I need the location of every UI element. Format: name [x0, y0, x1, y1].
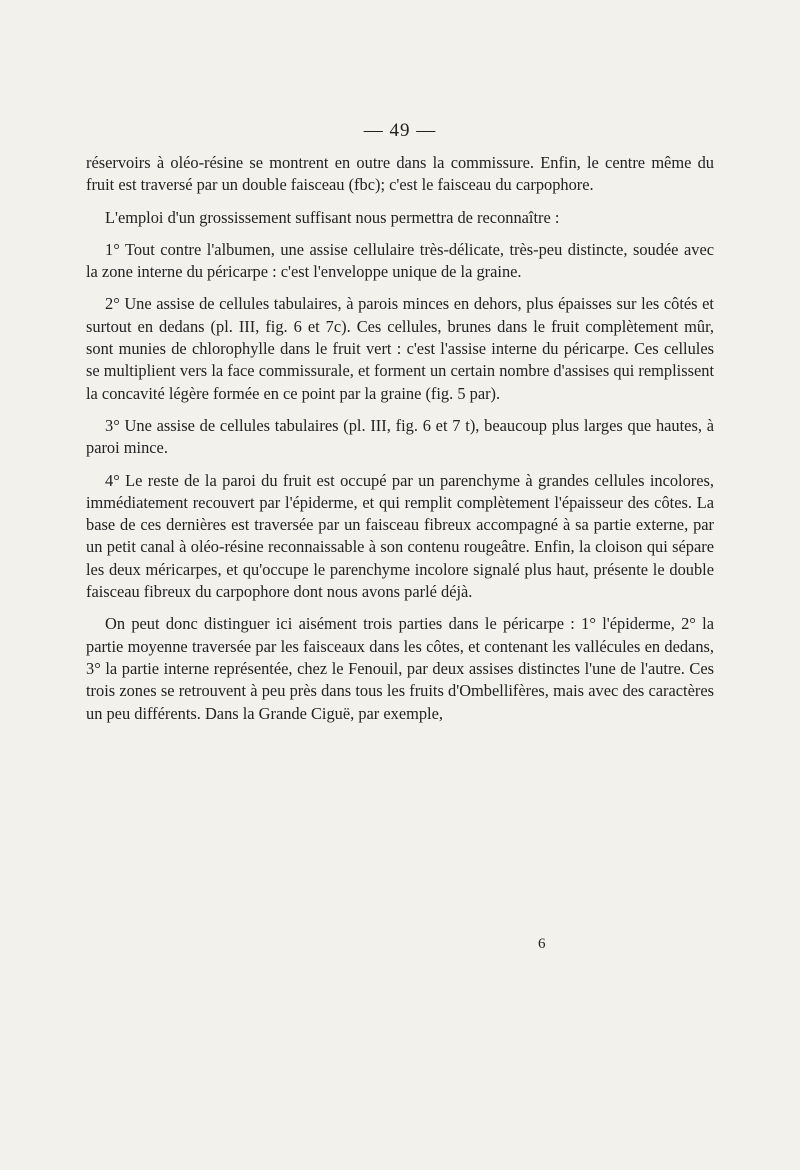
paragraph: 1° Tout contre l'albumen, une assise cellulaire très-délicate, très-peu distincte, soudée avec la zone interne du péricarpe : c'est l'enveloppe unique de la graine.	[86, 239, 714, 282]
paragraph: 4° Le reste de la paroi du fruit est occupé par un parenchyme à grandes cellules incolores, immédiatement recouvert par l'épiderme, et qui remplit complètement l'épaisseur des côtes. La base de ces dernières est traversée par un faisceau fibreux accompagné à sa partie externe, par un petit canal à oléo-résine reconnaissable à son contenu rougeâtre. Enfin, la cloison qui sépare les deux méricarpes, et qu'occupe le parenchyme incolore signalé plus haut, présente le double faisceau fibreux du carpophore dont nous avons parlé déjà.	[86, 470, 714, 602]
page-number: — 49 —	[363, 120, 437, 141]
paragraph: L'emploi d'un grossissement suffisant nous permettra de reconnaître :	[105, 207, 560, 227]
paragraph: On peut donc distinguer ici aisément trois parties dans le péricarpe : 1° l'épiderme, 2° la partie moyenne traversée par les faisceaux dans les côtes, et contenant les vallécules en dedans, 3° la partie interne représentée, chez le Fenouil, par deux assises distinctes l'une de l'autre. Ces trois zones se retrouvent à peu près dans tous les fruits d'Ombellifères, mais avec des caractères un peu différents. Dans la Grande Ciguë, par exemple,	[86, 614, 714, 723]
paragraph: 3° Une assise de cellules tabulaires (pl. III, fig. 6 et 7 t), beaucoup plus larges que hautes, à paroi mince.	[86, 415, 714, 458]
body-text	[86, 152, 714, 735]
paragraph: réservoirs à oléo-résine se montrent en outre dans la commissure. Enfin, le centre même du fruit est traversé par un double faisceau (fbc); c'est le faisceau du carpophore.	[86, 153, 714, 195]
signature-mark: 6	[538, 936, 546, 952]
paragraph: 2° Une assise de cellules tabulaires, à parois minces en dehors, plus épaisses sur les côtés et surtout en dedans (pl. III, fig. 6 et 7c). Ces cellules, brunes dans le fruit complètement mûr, sont munies de chlorophylle dans le fruit vert : c'est l'assise interne du péricarpe. Ces cellules se multiplient vers la face commissurale, et forment un certain nombre d'assises qui remplissent la concavité légère formée en ce point par la graine (fig. 5 par).	[86, 294, 714, 403]
